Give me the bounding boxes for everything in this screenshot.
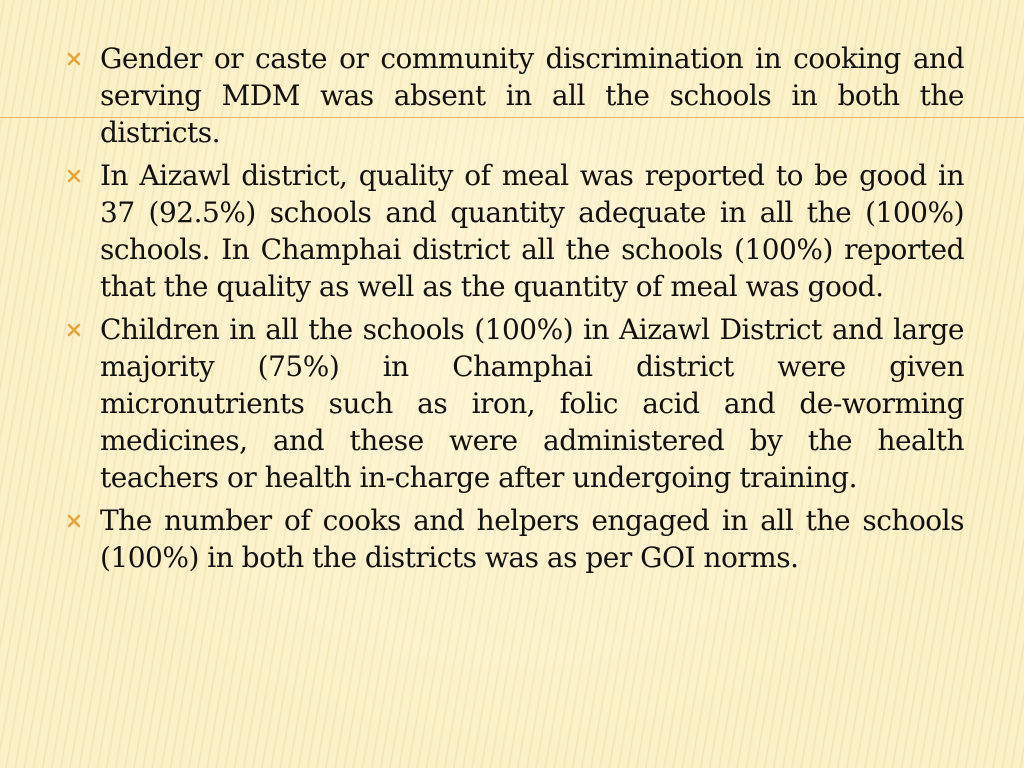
- x-mark-icon: [62, 157, 86, 194]
- x-mark-icon: [62, 40, 86, 77]
- x-mark-icon: [62, 311, 86, 348]
- bullet-text: Children in all the schools (100%) in Aizawl District and large majority (75%) in Champhai district were given micronutrients such as iron, folic acid and de-worming medicines, and these were administered by the health teachers or health in-charge after undergoing training.: [100, 313, 964, 494]
- x-mark-icon: [62, 502, 86, 539]
- bullet-text: Gender or caste or community discrimination in cooking and serving MDM was absent in all the schools in both the districts.: [100, 42, 964, 149]
- bullet-item: [62, 502, 964, 576]
- bullet-item: [62, 40, 964, 151]
- bullet-item: [62, 311, 964, 496]
- bullet-text: The number of cooks and helpers engaged in all the schools (100%) in both the districts was as per GOI norms.: [100, 504, 964, 574]
- bullet-item: [62, 157, 964, 305]
- bullet-list: [62, 40, 964, 582]
- bullet-text: In Aizawl district, quality of meal was reported to be good in 37 (92.5%) schools and quantity adequate in all the (100%) schools. In Champhai district all the schools (100%) reported that the quality as well as the quantity of meal was good.: [100, 159, 964, 303]
